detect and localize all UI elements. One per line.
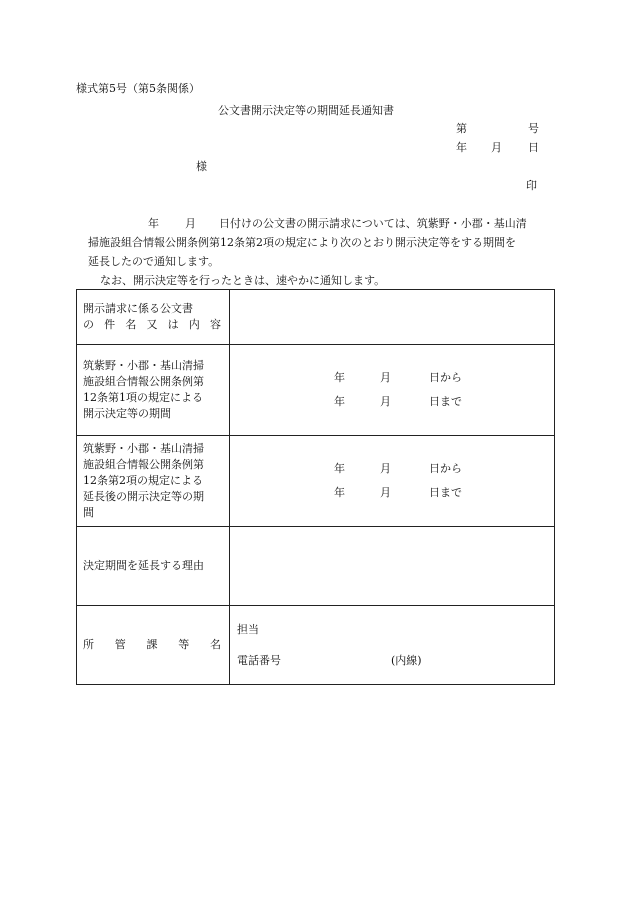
label-char: の xyxy=(83,318,94,331)
from-year-label: 年 xyxy=(334,371,345,384)
label-char: 内 xyxy=(188,318,200,331)
body-line-3: 延長したので通知します。 xyxy=(88,255,220,268)
original-period-until xyxy=(230,390,554,414)
ext-until-month-label: 月 xyxy=(380,486,391,499)
label-char: 管 xyxy=(114,638,126,651)
label-extended-period-line-4: 延長後の開示決定等の期 xyxy=(83,490,204,503)
label-department-text xyxy=(83,637,225,653)
value-extended-period[interactable] xyxy=(230,436,555,527)
from-month-label: 月 xyxy=(380,371,391,384)
date-day: 日 xyxy=(528,141,539,154)
body-line-1: 日付けの公文書の開示請求については、筑紫野・小郡・基山清 xyxy=(219,217,527,230)
person-in-charge-label: 担当 xyxy=(237,623,259,636)
label-department xyxy=(77,606,230,685)
label-char: 名 xyxy=(125,318,137,331)
date-month: 月 xyxy=(491,141,502,154)
label-extended-period-line-2: 施設組合情報公開条例第 xyxy=(83,458,204,471)
label-char: 容 xyxy=(209,318,221,331)
seal-mark: 印 xyxy=(526,179,537,192)
until-month-label: 月 xyxy=(380,395,391,408)
ext-until-year-label: 年 xyxy=(334,486,345,499)
ext-from-day-label: 日から xyxy=(429,462,462,475)
label-original-period-line-3: 12条第1項の規定による xyxy=(83,391,203,404)
value-original-period[interactable] xyxy=(230,345,555,436)
label-original-period xyxy=(77,345,230,436)
label-document-name-line-1: 開示請求に係る公文書 xyxy=(83,302,193,315)
phone-number-label: 電話番号 xyxy=(237,654,281,667)
label-char: 課 xyxy=(146,638,158,651)
number-suffix: 号 xyxy=(528,122,539,135)
value-extension-reason[interactable] xyxy=(230,527,555,606)
label-document-name xyxy=(77,290,230,345)
ext-from-month-label: 月 xyxy=(380,462,391,475)
ext-from-year-label: 年 xyxy=(334,462,345,475)
document-title: 公文書開示決定等の期間延長通知書 xyxy=(218,104,394,117)
label-extension-reason xyxy=(77,527,230,606)
date-year: 年 xyxy=(456,141,467,154)
ext-until-day-label: 日まで xyxy=(429,486,462,499)
row-extension-reason xyxy=(77,527,555,606)
label-char: は xyxy=(167,318,179,331)
label-char: 等 xyxy=(178,638,190,651)
label-original-period-line-2: 施設組合情報公開条例第 xyxy=(83,375,204,388)
row-document-name xyxy=(77,290,555,345)
extension-label: (内線) xyxy=(391,654,422,667)
until-year-label: 年 xyxy=(334,395,345,408)
label-extended-period-line-3: 12条第2項の規定による xyxy=(83,474,203,487)
label-char: 件 xyxy=(104,318,116,331)
label-char: 名 xyxy=(210,638,221,651)
label-original-period-line-4: 開示決定等の期間 xyxy=(83,407,171,420)
original-period-from xyxy=(230,366,554,390)
value-document-name[interactable] xyxy=(230,290,555,345)
addressee-suffix: 様 xyxy=(196,160,207,173)
body-line-2: 掃施設組合情報公開条例第12条第2項の規定により次のとおり開示決定等をする期間を xyxy=(88,236,516,249)
extended-period-from xyxy=(230,457,554,481)
from-day-label: 日から xyxy=(429,371,462,384)
label-char: 所 xyxy=(83,638,94,651)
label-document-name-line-2 xyxy=(83,317,225,333)
value-department[interactable] xyxy=(230,606,555,685)
label-extended-period-line-5: 間 xyxy=(83,506,94,519)
form-number: 様式第5号（第5条関係） xyxy=(76,82,200,95)
label-original-period-line-1: 筑紫野・小郡・基山清掃 xyxy=(83,359,204,372)
body-line-4: なお、開示決定等を行ったときは、速やかに通知します。 xyxy=(100,274,386,287)
label-extension-reason-text: 決定期間を延長する理由 xyxy=(83,559,204,572)
body-year: 年 xyxy=(148,217,159,230)
extended-period-until xyxy=(230,481,554,505)
label-char: 又 xyxy=(146,318,158,331)
row-department xyxy=(77,606,555,685)
row-extended-period xyxy=(77,436,555,527)
body-month: 月 xyxy=(185,217,196,230)
label-extended-period-line-1: 筑紫野・小郡・基山清掃 xyxy=(83,442,204,455)
until-day-label: 日まで xyxy=(429,395,462,408)
row-original-period xyxy=(77,345,555,436)
number-prefix: 第 xyxy=(456,122,467,135)
extension-form-table xyxy=(76,289,555,685)
label-extended-period xyxy=(77,436,230,527)
